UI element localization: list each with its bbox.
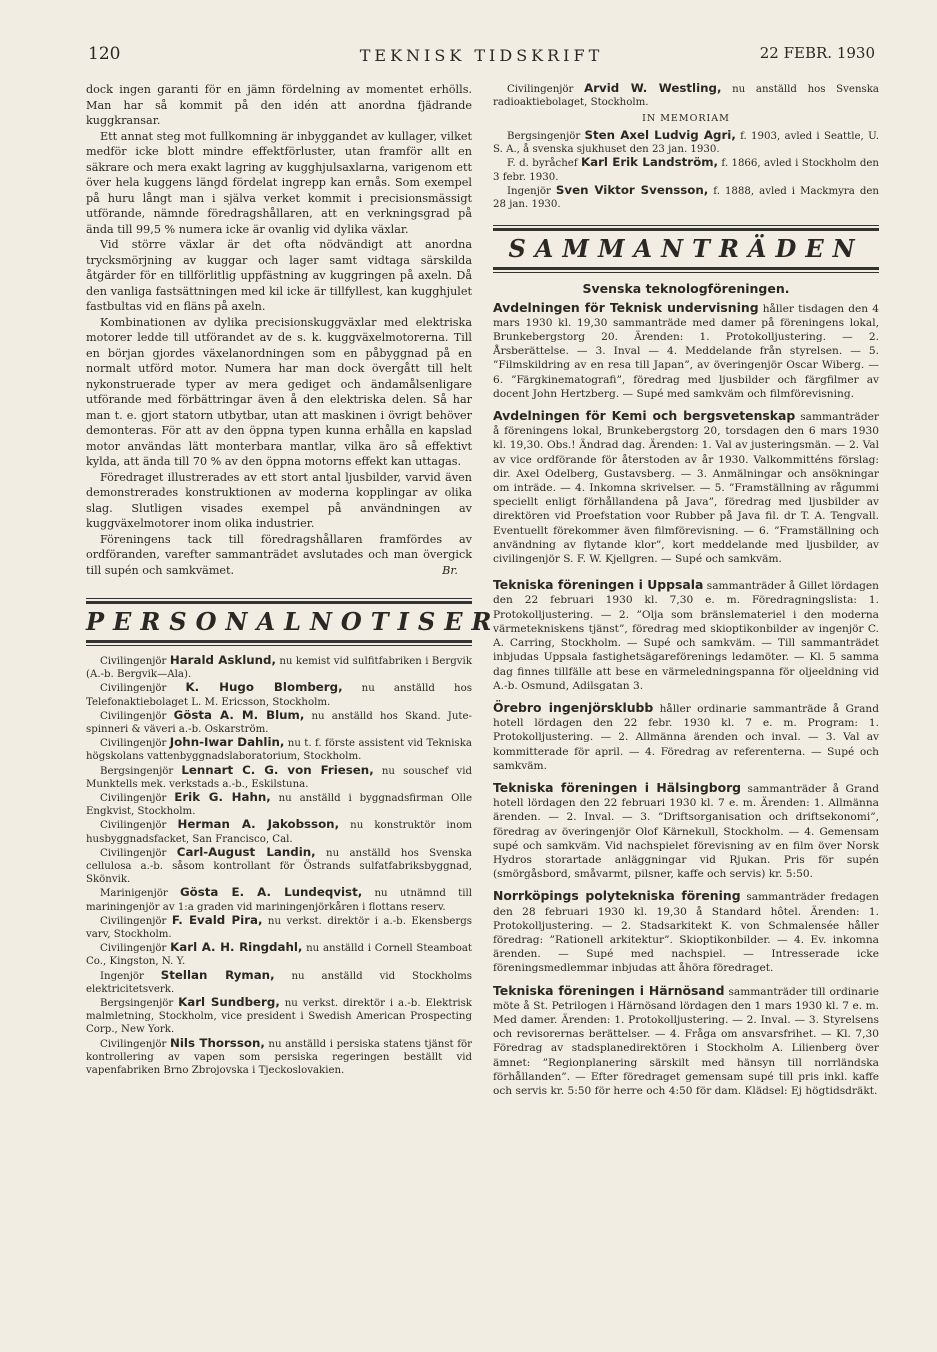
meeting-entry: Örebro ingenjörsklubb håller ordinarie sammanträde å Grand hotell lördagen den 22 febr. 1930 kl. 7 e. m. Program: 1. Protokolljustering. — 2. Allmänna ärenden och inval. — 3. Val av kommitterade för april. — 4. Föredrag av referenterna. — Supé och samkväm.	[493, 699, 880, 772]
page-header	[88, 44, 875, 68]
memoriam-notice: F. d. byråchef Karl Erik Landström, f. 1866, avled i Stockholm den 3 febr. 1930.	[493, 155, 879, 183]
personal-notice: Civilingenjör Carl-August Landin, nu anställd hos Svenska cellulosa a.-b. såsom kontrollant för Östrands sulfatfabriksbyggnad, Skönvik.	[86, 844, 472, 886]
article-paragraph: Föredraget illustrerades av ett stort antal ljusbilder, varvid även demonstrerades konstruktionen av moderna kopplingar av olika slag. Slutligen visades exempel på användningen av kuggväxelmotorer inom olika industrier.	[86, 470, 472, 530]
personal-notice: Civilingenjör Karl A. H. Ringdahl, nu anställd i Cornell Steamboat Co., Kingston, N. Y.	[86, 940, 472, 968]
meeting-entry: Avdelningen för Kemi och bergsvetenskap sammanträder å föreningens lokal, Brunkebergstorg 20, torsdagen den 6 mars 1930 kl. 19,30. Obs.! Ändrad dag. Ärenden: 1. Val av justeringsmän. — 2. Val av vice ordförande för återstoden av år 1930. Valkommitténs förslag: dir. Axel Odelberg, Gustavsberg. — 3. Anmälningar och ansökningar om inträde. — 4. Inkomna skrivelser. — 5. ”Framställning av rågummi speciellt enligt förhållandena på Java”, föredrag med ljusbilder av direktören vid Proefstation voor Rubber på Java fil. dr T. A. Tengvall. Eventuellt förekommer även filmförevisning. — 6. ”Framställning och användning av flytande klor”, kort meddelande med ljusbilder, av civilingenjör S. F. W. Kjellgren. — Supé och samkväm.	[493, 408, 879, 566]
meeting-entry: Tekniska föreningen i Hälsingborg sammanträder å Grand hotell lördagen den 22 februari 1930 kl. 7 e. m. Ärenden: 1. Allmänna ärenden. — 2. Inval. — 3. ”Driftsorganisation och driftsekonomi”, föredrag av överingenjör Olof Kärnekull, Stockholm. — 4. Gemensam supé och samkväm. Vid nachspielet förevisning av en film över Norsk Hydros storartade anläggningar vid Rjukan. Pris för supén (smörgåsbord, småvarmt, pilsner, kaffe och servis) kr. 5:50.	[493, 779, 879, 881]
article-signature: Br.	[442, 563, 458, 577]
meeting-entry: Norrköpings polytekniska förening sammanträder fredagen den 28 februari 1930 kl. 19,30 å Standard hôtel. Ärenden: 1. Protokolljustering. — 2. Stadsarkitekt K. von Schmalensée håller föredrag: ”Rationell arkitektur”. Skioptikonbilder. — 4. Ev. inkomna ärenden. — Supé med nachspiel. — Intresserade icke föreningsmedlemmar inbjudas att åhöra föredraget.	[493, 888, 880, 975]
left-column	[86, 82, 501, 1077]
personal-notice: Civilingenjör Erik G. Hahn, nu anställd i byggnadsfirman Olle Engkvist, Stockholm.	[86, 790, 472, 818]
personal-notices-list	[86, 654, 472, 1077]
personal-notice: Bergsingenjör Karl Sundberg, nu verkst. direktör i a.-b. Elektrisk malmletning, Stockholm, vice president i Swedish American Prospecting Corp., New York.	[86, 995, 472, 1036]
meeting-entry: Avdelningen för Teknisk undervisning håller tisdagen den 4 mars 1930 kl. 19,30 sammanträde med damer på föreningens lokal, Brunkebergstorg 20. Ärenden: 1. Protokolljustering. — 2. Årsberättelse. — 3. Inval — 4. Meddelande från styrelsen. — 5. ”Filmskildring av en resa till Japan”, av överingenjör Oscar Wiberg. — 6. ”Färgkinematografi”, föredrag med ljusbilder och färgfilmer av docent John Hertzberg. — Supé med samkväm och filmförevisning.	[493, 299, 879, 400]
article-paragraph: dock ingen garanti för en jämn fördelning av momentet erhölls. Man har så kommit på den idén att anordna fjädrande kuggkransar.	[86, 83, 472, 127]
page-number: 120	[88, 44, 121, 64]
journal-title: TEKNISK TIDSKRIFT	[359, 46, 604, 65]
personal-notices-banner	[86, 598, 501, 646]
article-paragraph	[86, 532, 472, 579]
society-title: Svenska teknologföreningen.	[582, 281, 790, 297]
memoriam-notice: Ingenjör Sven Viktor Svensson, f. 1888, avled i Mackmyra den 28 jan. 1930.	[493, 182, 879, 210]
personal-notice: Marinigenjör Gösta E. A. Lundeqvist, nu utnämnd till mariningenjör av 1:a graden vid mariningenjörkåren i flottans reserv.	[86, 885, 472, 913]
article-paragraph: Vid större växlar är det ofta nödvändigt att anordna trycksmörjning av kuggar och lager samt vidtaga särskilda åtgärder för en tillförlitlig uppfästning av kuggringen på axeln. Då den vanliga fastsättningen med kil icke är tillfyllest, kan kugghjulet fastbultas vid en fläns på axeln.	[86, 238, 472, 313]
personal-notice: Civilingenjör Harald Asklund, nu kemist vid sulfitfabriken i Bergvik (A.-b. Bergvik—Ala).	[86, 653, 472, 681]
personal-notice: Civilingenjör Gösta A. M. Blum, nu anställd hos Skand. Jute-spinneri & väveri a.-b. Oskarström.	[86, 707, 472, 736]
memoriam-label: IN MEMORIAM	[642, 113, 730, 125]
memoriam-notice: Bergsingenjör Sten Axel Ludvig Agri, f. 1903, avled i Seattle, U. S. A., å svenska sjukhuset den 23 jan. 1930.	[493, 127, 879, 156]
meeting-entry: Tekniska föreningen i Härnösand sammanträder till ordinarie möte å St. Petrilogen i Härnösand lördagen den 1 mars 1930 kl. 7 e. m. Med damer. Ärenden: 1. Protokolljustering. — 2. Inval. — 3. Styrelsens och revisorernas berättelser. — 4. Fråga om ansvarsfrihet. — Kl. 7,30 Föredrag av stadsplanedirektören i Stockholm A. Lilienberg över ämnet: ”Regionplanering särskilt med hänsyn till norrländska förhållanden”. — Efter föredraget gemensam supé till pris inkl. kaffe och servis kr. 5:50 för herre och 4:50 för dam. Klädsel: Ej högtidsdräkt.	[493, 982, 879, 1097]
issue-date: 22 FEBR. 1930	[759, 44, 875, 62]
article-paragraph: Ett annat steg mot fullkomning är inbyggandet av kullager, vilket medför icke blott mindre effektförluster, utan framför allt en säkrare och mera exakt lagring av kugghjulsaxlarna, varigenom ett över hela kuggens längd fördelat ingrepp kan ernås. Som exempel på huru långt man i själva verket kommit i precisionsmässigt utförande, nämnde föredragshållaren, att en verkningsgrad på ända till 99,5 % numera icke är ovanlig vid dylika växlar.	[86, 129, 472, 236]
article-paragraph: Kombinationen av dylika precisionskuggväxlar med elektriska motorer ledde till utförandet av de s. k. kuggväxelmotorerna. Till en början gjordes växelanordningen som en påbyggnad på en normalt utförd motor. Numera har man dock övergått till helt nykonstruerade typer av mera gediget och ändamålsenligare utförande med förbättringar även å den elektriska delen. Så har man t. e. gjort statorn utbytbar, utan att maskinen i övrigt behöver demonteras. För att av den öppna typen kunna erhålla en kapslad motor användas lätt monterbara mantlar, vilka äro så effektivt kylda, att ända till 70 % av den öppna motorns effekt kan uttagas.	[86, 315, 472, 468]
meeting-entry: Tekniska föreningen i Uppsala sammanträder å Gillet lördagen den 22 februari 1930 kl. 7,30 e. m. Föredragningslista: 1. Protokolljustering. — 2. ”Olja som bränslemateriel i den moderna värmetekniskens tjänst”, föredrag med skioptikonbilder av ingenjör C. A. Carring, Stockholm. — Supé och samkväm. — Till sammanträdet inbjudas Uppsala fastighetsägareförenings ledamöter. — Kl. 5 samma dag finnes tillfälle att bese en värmeledningspanna för oljeeldning vid A.-b. Osmund, Adilsgatan 3.	[493, 577, 880, 692]
personal-notice: Civilingenjör F. Evald Pira, nu verkst. direktör i a.-b. Ekensbergs varv, Stockholm.	[86, 912, 472, 941]
closing-text: Föreningens tack till föredragshållaren framfördes av ordföranden, varefter sammanträdet avslutades och man övergick till supén och samkvämet.	[86, 532, 472, 577]
meetings-banner	[493, 225, 879, 273]
personal-notice: Bergsingenjör Lennart C. G. von Friesen, nu souschef vid Munktells mek. verkstads a.-b., Eskilstuna.	[86, 762, 472, 790]
personal-notice: Civilingenjör John-Iwar Dahlin, nu t. f. förste assistent vid Tekniska högskolans vattenbyggnadslaboratorium, Stockholm.	[86, 735, 473, 763]
banner-title: SAMMANTRÄDEN	[508, 234, 864, 264]
banner-title: PERSONALNOTISER	[86, 607, 501, 636]
personal-notice: Ingenjör Stellan Ryman, nu anställd vid Stockholms elektricitetsverk.	[86, 967, 472, 995]
personal-notice: Civilingenjör Herman A. Jakobsson, nu konstruktör inom husbyggnadsfacket, San Francisco, Cal.	[86, 817, 472, 845]
right-column	[493, 82, 879, 1106]
personal-notice: Civilingenjör Arvid W. Westling, nu anställd hos Svenska radioaktiebolaget, Stockholm.	[493, 81, 879, 109]
personal-notice: Civilingenjör Nils Thorsson, nu anställd i persiska statens tjänst för kontrollering av vapen som persiska regeringen beställt vid vapenfabriken Brno Zbrojovska i Tjeckoslovakien.	[86, 1035, 472, 1077]
personal-notice: Civilingenjör K. Hugo Blomberg, nu anställd hos Telefonaktiebolaget L. M. Ericsson, Stockholm.	[86, 680, 472, 708]
